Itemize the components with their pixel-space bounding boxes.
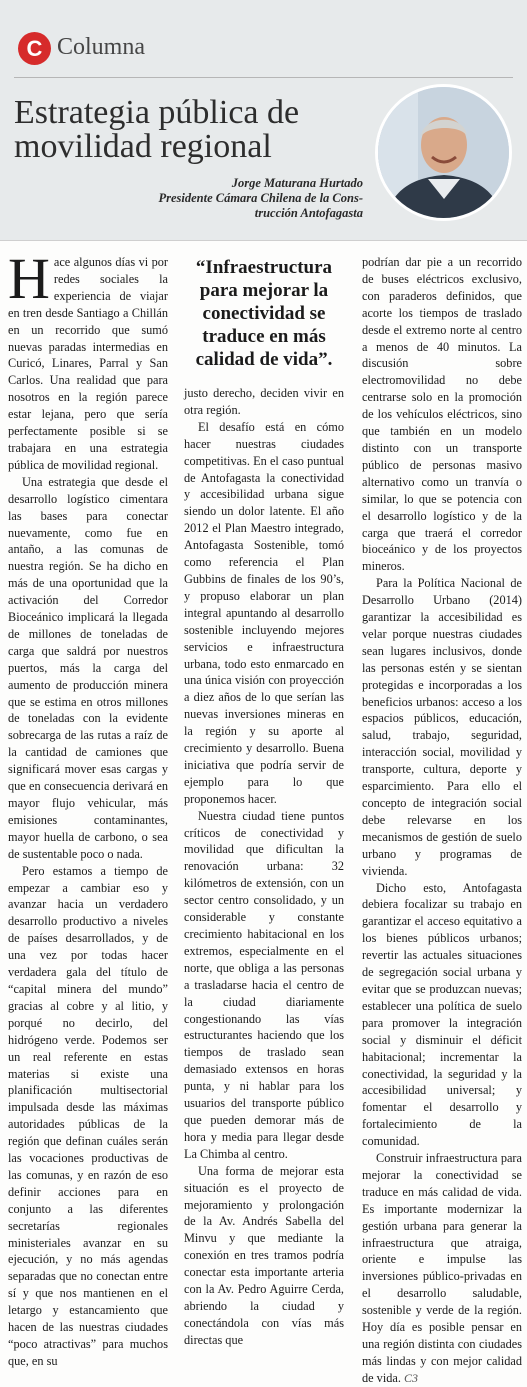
section-label: Columna (57, 34, 145, 60)
paragraph-9: Para la Política Nacional de Desarrollo Urbano (2014) garantizar la accesibilidad es velar porque nuestras ciudades sean lugares inclusivos, donde las personas estén y se sientan protegidas e incorporadas a los beneficios urbanos: acceso a los espacios públicos, educación, salud, trabajo, seguridad, interacción social, movilidad y transporte, cultura, deporte y esparcimiento. Para ello el concepto de integración social debe relevarse en los mecanismos de gestión de suelo urbano y programas de vivienda. (362, 576, 522, 878)
author-role-line1: Presidente Cámara Chilena de la Cons- (158, 191, 363, 205)
column-badge: C (18, 32, 51, 65)
paragraph-4: justo derecho, deciden vivir en otra región. (184, 386, 344, 417)
article-title: Estrategia pública de movilidad regional (14, 94, 300, 165)
header-divider (14, 77, 513, 78)
article-column-1 (8, 246, 168, 1370)
article-column-2 (184, 254, 344, 1349)
paragraph-3: Pero estamos a tiempo de empezar a cambiar eso y avanzar hacia un verdadero desarrollo productivo a niveles de países desarrollados, y de una vez por todas hacer verdadera gala del título de “capital minera del mundo” gracias al cobre y al litio, y porqué no decirlo, del hidrógeno verde. Podemos ser un real referente en estas materias si existe una planificación multisectorial impulsada desde las máximas autoridades públicas de la región que definan cuáles serán las vocaciones productivas de las comunas, y en razón de eso definir acciones para en conjunto a las diferentes secretarías regionales ministeriales avanzar en su ejecución, y no más agendas separadas que no conectan entre sí y que nos mantienen en el letargo y estancamiento que hacen de las nuestras ciudades “poco atractivas” para muchos que, en su (8, 863, 168, 1368)
paragraph-1-text: ace algunos días vi por redes sociales la experiencia de viajar en tren desde Santiago a Chillán en un recorrido que sumó nuevas paradas intermedias en Curicó, Linares, Parral y San Carlos. Una realidad que para nosotros en la región parece estar lejana, pero que sería perfectamente posible si se trabajara en una estrategia pública de movilidad regional. (8, 255, 168, 472)
body-divider (0, 240, 527, 241)
paragraph-11-text: Construir infraestructura para mejorar la conectividad se traduce en más calidad de vida. Es importante modernizar la gestión urbana para generar la infraestructura que atraiga, oriente e impulse las inversiones público-privadas en el desarrollo saludable, sostenible y verde de la región. Hoy día es posible pensar en una región distinta con ciudades más lindas y con mejor calidad de vida. (362, 1151, 522, 1385)
author-role-line2: trucción Antofagasta (254, 206, 363, 220)
dropcap: H (8, 246, 50, 311)
paragraph-2: Una estrategia que desde el desarrollo logístico cimentara las bases para conectar nuevamente, como fue en antaño, a las comunas de nuestra región. Se ha dicho en más de una oportunidad que la activación del Corredor Bioceánico implicará la llegada de millones de toneladas de carga que saldrá por nuestros puertos, más la carga del aumento de producción minera que se estima en otros millones de toneladas con la evidente sobrecarga de las rutas a raíz de la cantidad de camiones que significará mover esas cargas y que en consecuencia derivará en mayor flujo vehicular, más emisiones contaminantes, mayor huella de carbono, o sea de sustentable poco o nada. (8, 474, 168, 861)
pull-quote: “Infraestructura para mejorar la conectividad se traduce en más calidad de vida”. (195, 257, 333, 370)
paragraph-1 (8, 246, 168, 474)
paragraph-8: podrían dar pie a un recorrido de buses eléctricos exclusivo, con paraderos definidos, que acorte los tiempos de traslado desde el extremo norte al centro a menos de 40 minutos. La discusión sobre electromovilidad no debe centrarse solo en la promoción de los vehículos eléctricos, sino que también en un modelo distinto con un transporte público de personas masivo alternativo como un tranvía o similar, lo que se potencia con el desarrollo logístico y de la carga que traerá el corredor bioceánico y de los proyectos mineros. (362, 255, 522, 574)
author-byline (158, 176, 363, 221)
paragraph-5: El desafío está en cómo hacer nuestras ciudades competitivas. En el caso puntual de Antofagasta la conectividad y accesibilidad urbana sigue siendo un dolor latente. El año 2012 el Plan Maestro integrado, Antofagasta Sostenible, tomó como referencia el Plan Gubbins de finales de los 90’s, y propuso elaborar un plan integral apuntando al desarrollo sostenible incluyendo mejores servicios e infraestructura urbana, todo esto enmarcado en una única visión con proyección a diez años de lo que serían las nuevas inversiones mineras en la región y su aporte al crecimiento y desarrollo. Buena iniciativa que podría servir de ejemplo para lo que proponemos hacer. (184, 419, 344, 806)
author-photo (375, 84, 512, 221)
paragraph-11 (362, 1150, 522, 1387)
paragraph-10: Dicho esto, Antofagasta debiera focalizar su trabajo en garantizar el acceso equitativo a los bienes públicos urbanos; revertir las actuales situaciones de segregación social urbana y evitar que se produzcan nuevas; establecer una política de suelo para promover la integración social y disminuir el déficit habitacional; incrementar la conectividad, la seguridad y la accesibilidad universal; y fomentar el desarrollo y fortalecimiento de la comunidad. (362, 880, 522, 1149)
column-header (0, 0, 527, 240)
author-name: Jorge Maturana Hurtado (231, 176, 363, 190)
paragraph-7: Una forma de mejorar esta situación es el proyecto de mejoramiento y prolongación de la Av. Andrés Sabella del Minvu y que mediante la conexión en tres tramos podría conectar esta importante arteria con la Av. Pedro Aguirre Cerda, abriendo la ciudad y conectándola con vías más directas que (184, 1163, 344, 1347)
portrait-photo-icon (378, 87, 509, 218)
paragraph-6: Nuestra ciudad tiene puntos críticos de conectividad y movilidad que dificultan la renovación urbana: 32 kilómetros de extensión, con un sector centro consolidado, y un considerable y constante crecimiento habitacional en los extremos, especialmente en el norte, que obliga a las personas a trasladarse hacia el centro de la ciudad diariamente congestionando las vías estructurantes haciendo que los tiempos de traslado sean demasiado extensos en horas punta, y ni hablar para los usuarios del transporte público que pueden demorar más de hora y media para llegar desde La Chimba al centro. (184, 808, 344, 1161)
article-column-3 (362, 254, 522, 1387)
end-mark: C3 (404, 1370, 419, 1385)
